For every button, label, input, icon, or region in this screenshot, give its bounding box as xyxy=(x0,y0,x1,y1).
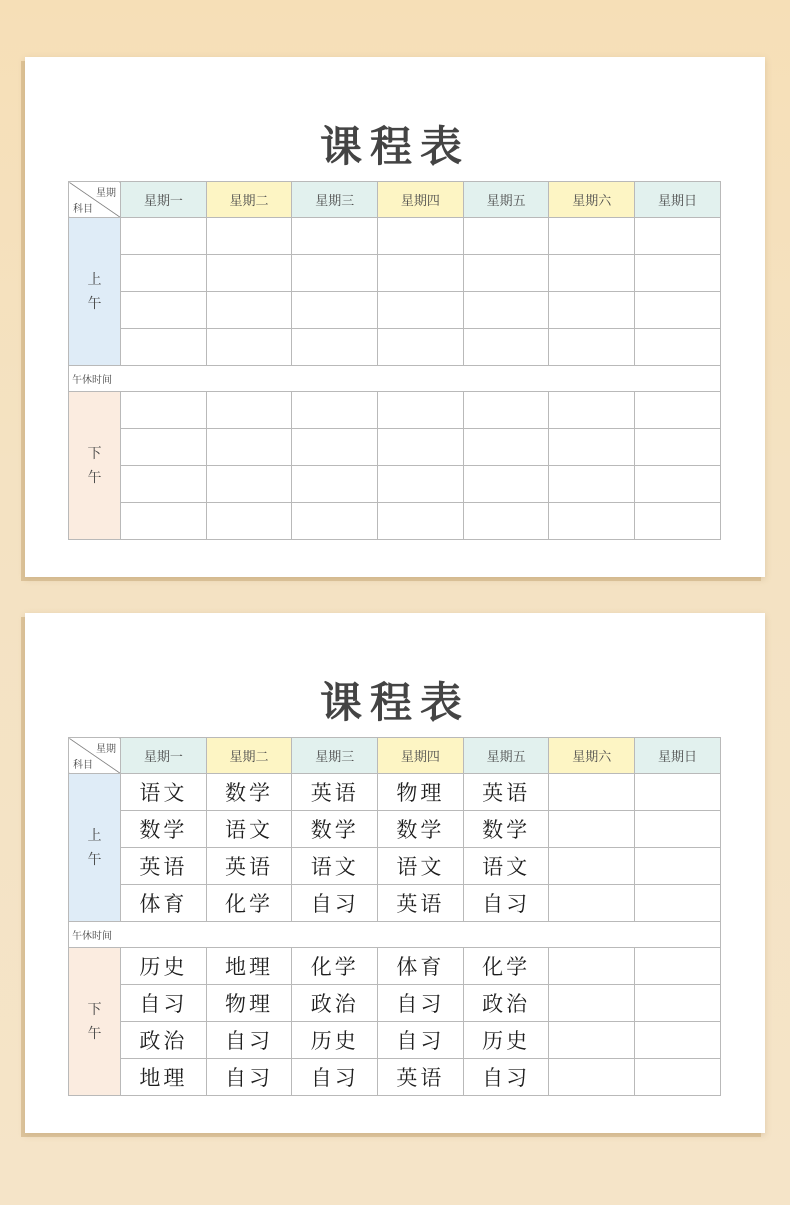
subject-cell[interactable]: 数学 xyxy=(292,811,378,848)
subject-cell[interactable] xyxy=(635,429,721,466)
subject-cell[interactable] xyxy=(549,774,635,811)
table-row xyxy=(69,503,721,540)
subject-cell[interactable] xyxy=(378,392,464,429)
subject-cell[interactable] xyxy=(121,329,207,366)
subject-cell[interactable] xyxy=(206,392,292,429)
period-char: 午 xyxy=(87,295,102,312)
day-header: 星期六 xyxy=(549,738,635,774)
subject-cell[interactable] xyxy=(206,218,292,255)
table-row xyxy=(69,948,721,985)
subject-cell[interactable] xyxy=(635,466,721,503)
subject-cell[interactable] xyxy=(549,948,635,985)
subject-cell[interactable]: 英语 xyxy=(121,848,207,885)
subject-cell[interactable] xyxy=(635,329,721,366)
subject-cell[interactable] xyxy=(378,329,464,366)
subject-cell[interactable]: 体育 xyxy=(121,885,207,922)
subject-cell[interactable] xyxy=(635,848,721,885)
period-char: 午 xyxy=(87,851,102,868)
subject-cell[interactable] xyxy=(549,466,635,503)
day-header: 星期三 xyxy=(292,738,378,774)
subject-cell[interactable]: 地理 xyxy=(206,948,292,985)
morning-label xyxy=(69,774,121,922)
subject-cell[interactable] xyxy=(206,503,292,540)
table-row xyxy=(69,811,721,848)
subject-cell[interactable] xyxy=(292,329,378,366)
subject-cell[interactable] xyxy=(378,292,464,329)
subject-cell[interactable]: 英语 xyxy=(292,774,378,811)
corner-subject-label: 科目 xyxy=(73,760,93,771)
day-header: 星期一 xyxy=(121,182,207,218)
subject-cell[interactable] xyxy=(121,292,207,329)
day-header: 星期一 xyxy=(121,738,207,774)
day-header: 星期五 xyxy=(463,738,549,774)
lunch-break-label: 午休时间 xyxy=(69,366,721,392)
subject-cell[interactable]: 政治 xyxy=(292,985,378,1022)
subject-cell[interactable] xyxy=(635,255,721,292)
subject-cell[interactable]: 英语 xyxy=(206,848,292,885)
subject-cell[interactable] xyxy=(635,948,721,985)
day-header: 星期五 xyxy=(463,182,549,218)
subject-cell[interactable] xyxy=(206,329,292,366)
filled-schedule-table xyxy=(68,737,721,1096)
subject-cell[interactable] xyxy=(463,392,549,429)
period-char: 上 xyxy=(87,827,102,844)
subject-cell[interactable] xyxy=(121,466,207,503)
subject-cell[interactable] xyxy=(549,1059,635,1096)
subject-cell[interactable] xyxy=(378,255,464,292)
period-char: 下 xyxy=(87,1001,102,1018)
subject-cell[interactable]: 英语 xyxy=(463,774,549,811)
subject-cell[interactable]: 化学 xyxy=(463,948,549,985)
subject-cell[interactable] xyxy=(292,292,378,329)
subject-cell[interactable]: 数学 xyxy=(121,811,207,848)
subject-cell[interactable] xyxy=(635,1022,721,1059)
subject-cell[interactable]: 自习 xyxy=(463,885,549,922)
subject-cell[interactable] xyxy=(292,503,378,540)
subject-cell[interactable]: 化学 xyxy=(206,885,292,922)
subject-cell[interactable] xyxy=(463,292,549,329)
day-header: 星期二 xyxy=(206,738,292,774)
subject-cell[interactable] xyxy=(635,503,721,540)
schedule-title: 课程表 xyxy=(319,678,470,727)
table-row xyxy=(69,429,721,466)
subject-cell[interactable] xyxy=(463,218,549,255)
subject-cell[interactable] xyxy=(206,429,292,466)
subject-cell[interactable] xyxy=(292,392,378,429)
subject-cell[interactable]: 历史 xyxy=(292,1022,378,1059)
table-row xyxy=(69,985,721,1022)
subject-cell[interactable] xyxy=(463,466,549,503)
corner-cell xyxy=(69,738,121,774)
day-header: 星期四 xyxy=(378,738,464,774)
subject-cell[interactable]: 自习 xyxy=(292,1059,378,1096)
subject-cell[interactable] xyxy=(549,811,635,848)
subject-cell[interactable]: 英语 xyxy=(378,885,464,922)
subject-cell[interactable]: 自习 xyxy=(206,1022,292,1059)
subject-cell[interactable]: 语文 xyxy=(206,811,292,848)
subject-cell[interactable] xyxy=(206,466,292,503)
subject-cell[interactable]: 物理 xyxy=(378,774,464,811)
table-row xyxy=(69,774,721,811)
subject-cell[interactable]: 政治 xyxy=(121,1022,207,1059)
header-row xyxy=(69,738,721,774)
subject-cell[interactable] xyxy=(635,811,721,848)
subject-cell[interactable] xyxy=(549,985,635,1022)
subject-cell[interactable] xyxy=(635,885,721,922)
table-row xyxy=(69,848,721,885)
subject-cell[interactable]: 自习 xyxy=(121,985,207,1022)
period-char: 午 xyxy=(87,1025,102,1042)
day-header: 星期二 xyxy=(206,182,292,218)
subject-cell[interactable]: 政治 xyxy=(463,985,549,1022)
subject-cell[interactable]: 历史 xyxy=(121,948,207,985)
subject-cell[interactable]: 数学 xyxy=(463,811,549,848)
day-header: 星期六 xyxy=(549,182,635,218)
subject-cell[interactable] xyxy=(549,255,635,292)
day-header: 星期日 xyxy=(635,182,721,218)
subject-cell[interactable] xyxy=(549,429,635,466)
corner-day-label: 星期 xyxy=(96,744,116,755)
subject-cell[interactable] xyxy=(292,429,378,466)
subject-cell[interactable] xyxy=(292,218,378,255)
table-row xyxy=(69,1059,721,1096)
day-header: 星期日 xyxy=(635,738,721,774)
subject-cell[interactable] xyxy=(549,885,635,922)
table-row xyxy=(69,329,721,366)
subject-cell[interactable]: 语文 xyxy=(292,848,378,885)
morning-label xyxy=(69,218,121,366)
subject-cell[interactable]: 数学 xyxy=(378,811,464,848)
subject-cell[interactable]: 自习 xyxy=(206,1059,292,1096)
subject-cell[interactable] xyxy=(121,429,207,466)
subject-cell[interactable] xyxy=(378,429,464,466)
table-row xyxy=(69,392,721,429)
subject-cell[interactable] xyxy=(463,329,549,366)
subject-cell[interactable] xyxy=(635,985,721,1022)
subject-cell[interactable]: 自习 xyxy=(378,985,464,1022)
subject-cell[interactable] xyxy=(635,292,721,329)
subject-cell[interactable] xyxy=(635,392,721,429)
period-char: 午 xyxy=(87,469,102,486)
period-char: 上 xyxy=(87,271,102,288)
lunch-break-label: 午休时间 xyxy=(69,922,721,948)
subject-cell[interactable]: 语文 xyxy=(378,848,464,885)
afternoon-label xyxy=(69,392,121,540)
table-row xyxy=(69,218,721,255)
subject-cell[interactable] xyxy=(549,503,635,540)
subject-cell[interactable] xyxy=(378,503,464,540)
subject-cell[interactable] xyxy=(121,503,207,540)
table-row xyxy=(69,885,721,922)
subject-cell[interactable]: 自习 xyxy=(378,1022,464,1059)
blank-schedule-table xyxy=(68,181,721,540)
table-row xyxy=(69,1022,721,1059)
subject-cell[interactable] xyxy=(121,218,207,255)
subject-cell[interactable] xyxy=(635,1059,721,1096)
subject-cell[interactable]: 英语 xyxy=(378,1059,464,1096)
lunch-break-row xyxy=(69,366,721,392)
subject-cell[interactable] xyxy=(463,503,549,540)
table-row xyxy=(69,255,721,292)
subject-cell[interactable] xyxy=(206,255,292,292)
table-row xyxy=(69,292,721,329)
subject-cell[interactable]: 语文 xyxy=(463,848,549,885)
lunch-break-row xyxy=(69,922,721,948)
subject-cell[interactable]: 化学 xyxy=(292,948,378,985)
table-row xyxy=(69,466,721,503)
subject-cell[interactable] xyxy=(549,329,635,366)
subject-cell[interactable] xyxy=(121,255,207,292)
day-header: 星期三 xyxy=(292,182,378,218)
subject-cell[interactable] xyxy=(549,292,635,329)
afternoon-label xyxy=(69,948,121,1096)
subject-cell[interactable] xyxy=(378,466,464,503)
subject-cell[interactable]: 自习 xyxy=(463,1059,549,1096)
subject-cell[interactable]: 自习 xyxy=(292,885,378,922)
subject-cell[interactable] xyxy=(635,218,721,255)
subject-cell[interactable]: 体育 xyxy=(378,948,464,985)
subject-cell[interactable] xyxy=(463,429,549,466)
subject-cell[interactable] xyxy=(206,292,292,329)
subject-cell[interactable] xyxy=(121,392,207,429)
period-char: 下 xyxy=(87,445,102,462)
header-row xyxy=(69,182,721,218)
subject-cell[interactable]: 历史 xyxy=(463,1022,549,1059)
corner-subject-label: 科目 xyxy=(73,204,93,215)
subject-cell[interactable]: 物理 xyxy=(206,985,292,1022)
subject-cell[interactable] xyxy=(463,255,549,292)
subject-cell[interactable] xyxy=(378,218,464,255)
corner-day-label: 星期 xyxy=(96,188,116,199)
blank-schedule-card xyxy=(25,57,765,577)
subject-cell[interactable] xyxy=(635,774,721,811)
subject-cell[interactable]: 数学 xyxy=(206,774,292,811)
subject-cell[interactable]: 地理 xyxy=(121,1059,207,1096)
filled-schedule-card xyxy=(25,613,765,1133)
schedule-title: 课程表 xyxy=(319,122,470,171)
subject-cell[interactable] xyxy=(549,1022,635,1059)
corner-cell xyxy=(69,182,121,218)
subject-cell[interactable] xyxy=(292,255,378,292)
subject-cell[interactable]: 语文 xyxy=(121,774,207,811)
subject-cell[interactable] xyxy=(549,392,635,429)
subject-cell[interactable] xyxy=(549,848,635,885)
subject-cell[interactable] xyxy=(549,218,635,255)
subject-cell[interactable] xyxy=(292,466,378,503)
day-header: 星期四 xyxy=(378,182,464,218)
